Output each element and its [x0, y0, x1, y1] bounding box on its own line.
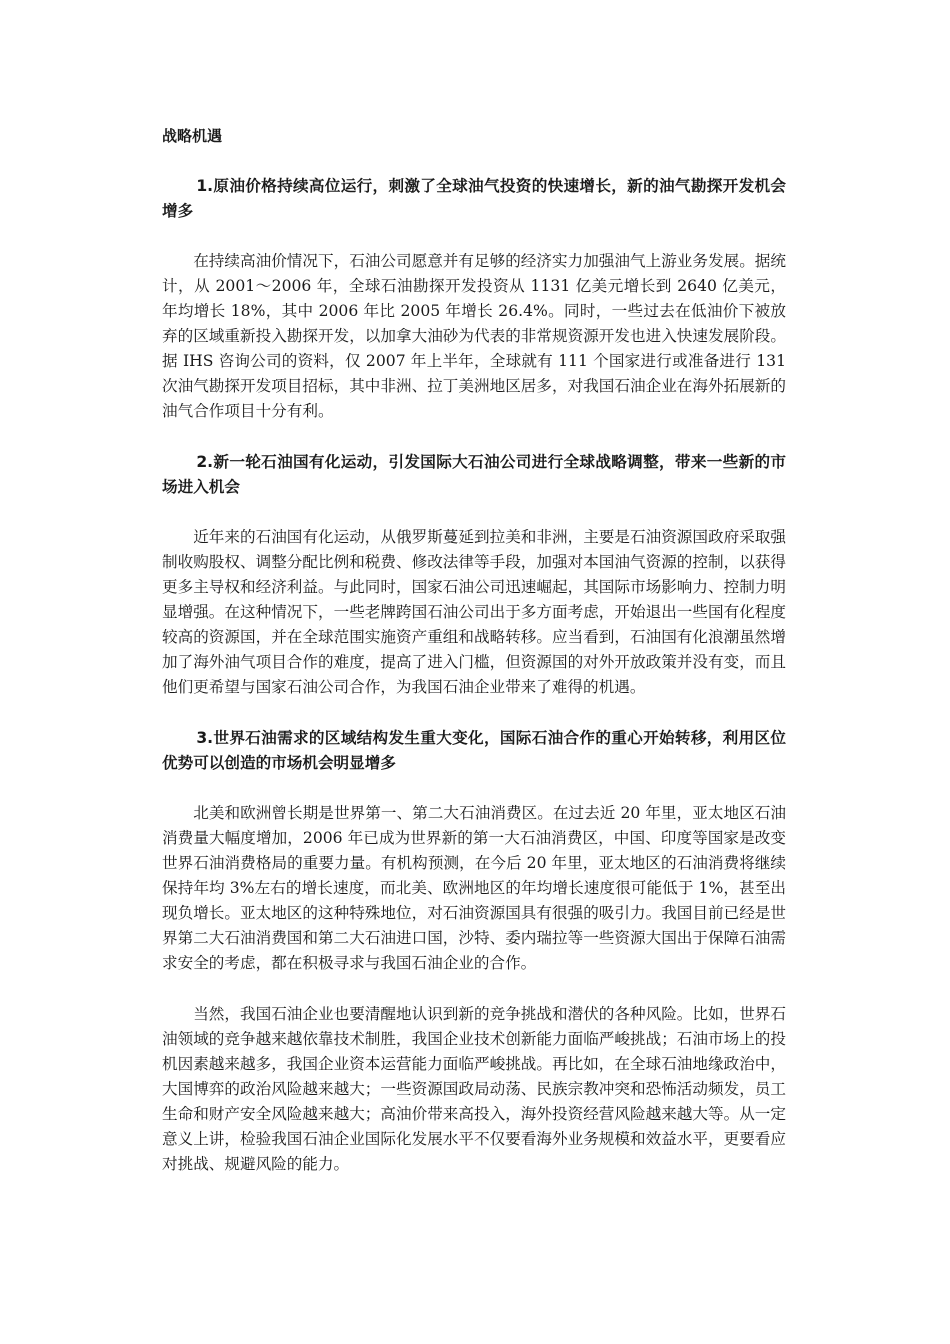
spacer: [162, 500, 786, 525]
spacer: [162, 976, 786, 1002]
section-2-heading: 2.新一轮石油国有化运动，引发国际大石油公司进行全球战略调整，带来一些新的市场进入机会: [162, 453, 786, 496]
spacer: [162, 224, 786, 249]
section-3-paragraph-1: 北美和欧洲曾长期是世界第一、第二大石油消费区。在过去近 20 年里，亚太地区石油消费量大幅度增加，2006 年已成为世界新的第一大石油消费区，中国、印度等国家是改变世界石油消费格局的重要力量。有机构预测，在今后 20 年里，亚太地区的石油消费将继续保持年均 3%左右的增长速度，而北美、欧洲地区的年均增长速度很可能低于 1%，甚至出现负增长。亚太地区的这种特殊地位，对石油资源国具有很强的吸引力。我国目前已经是世界第二大石油消费国和第二大石油进口国，沙特、委内瑞拉等一些资源大国出于保障石油需求安全的考虑，都在积极寻求与我国石油企业的合作。: [162, 804, 786, 972]
section-1-heading: 1.原油价格持续高位运行，刺激了全球油气投资的快速增长，新的油气勘探开发机会增多: [162, 177, 786, 220]
spacer: [162, 700, 786, 726]
spacer: [162, 776, 786, 801]
spacer: [162, 149, 786, 174]
section-2-paragraph-1: 近年来的石油国有化运动，从俄罗斯蔓延到拉美和非洲，主要是石油资源国政府采取强制收购股权、调整分配比例和税费、修改法律等手段，加强对本国油气资源的控制，以获得更多主导权和经济利益。与此同时，国家石油公司迅速崛起，其国际市场影响力、控制力明显增强。在这种情况下，一些老牌跨国石油公司出于多方面考虑，开始退出一些国有化程度较高的资源国，并在全球范围实施资产重组和战略转移。应当看到，石油国有化浪潮虽然增加了海外油气项目合作的难度，提高了进入门槛，但资源国的对外开放政策并没有变，而且他们更希望与国家石油公司合作，为我国石油企业带来了难得的机遇。: [162, 528, 786, 696]
spacer: [162, 424, 786, 450]
section-3-paragraph-2: 当然，我国石油企业也要清醒地认识到新的竞争挑战和潜伏的各种风险。比如，世界石油领域的竞争越来越依靠技术制胜，我国企业技术创新能力面临严峻挑战；石油市场上的投机因素越来越多，我国企业资本运营能力面临严峻挑战。再比如，在全球石油地缘政治中，大国博弈的政治风险越来越大；一些资源国政局动荡、民族宗教冲突和恐怖活动频发，员工生命和财产安全风险越来越大；高油价带来高投入，海外投资经营风险越来越大等。从一定意义上讲，检验我国石油企业国际化发展水平不仅要看海外业务规模和效益水平，更要看应对挑战、规避风险的能力。: [162, 1005, 786, 1173]
section-1-paragraph-1: 在持续高油价情况下，石油公司愿意并有足够的经济实力加强油气上游业务发展。据统计，从 2001～2006 年，全球石油勘探开发投资从 1131 亿美元增长到 2640 亿美元，年均增长 18%，其中 2006 年比 2005 年增长 26.4%。同时，一些过去在低油价下被放弃的区域重新投入勘探开发，以加拿大油砂为代表的非常规资源开发也进入快速发展阶段。据 IHS 咨询公司的资料，仅 2007 年上半年，全球就有 111 个国家进行或准备进行 131 次油气勘探开发项目招标，其中非洲、拉丁美洲地区居多，对我国石油企业在海外拓展新的油气合作项目十分有利。: [162, 252, 786, 420]
document-title: 战略机遇: [162, 127, 223, 145]
document-page: [162, 120, 786, 1177]
section-3-heading: 3.世界石油需求的区域结构发生重大变化，国际石油合作的重心开始转移，利用区位优势可以创造的市场机会明显增多: [162, 729, 786, 772]
